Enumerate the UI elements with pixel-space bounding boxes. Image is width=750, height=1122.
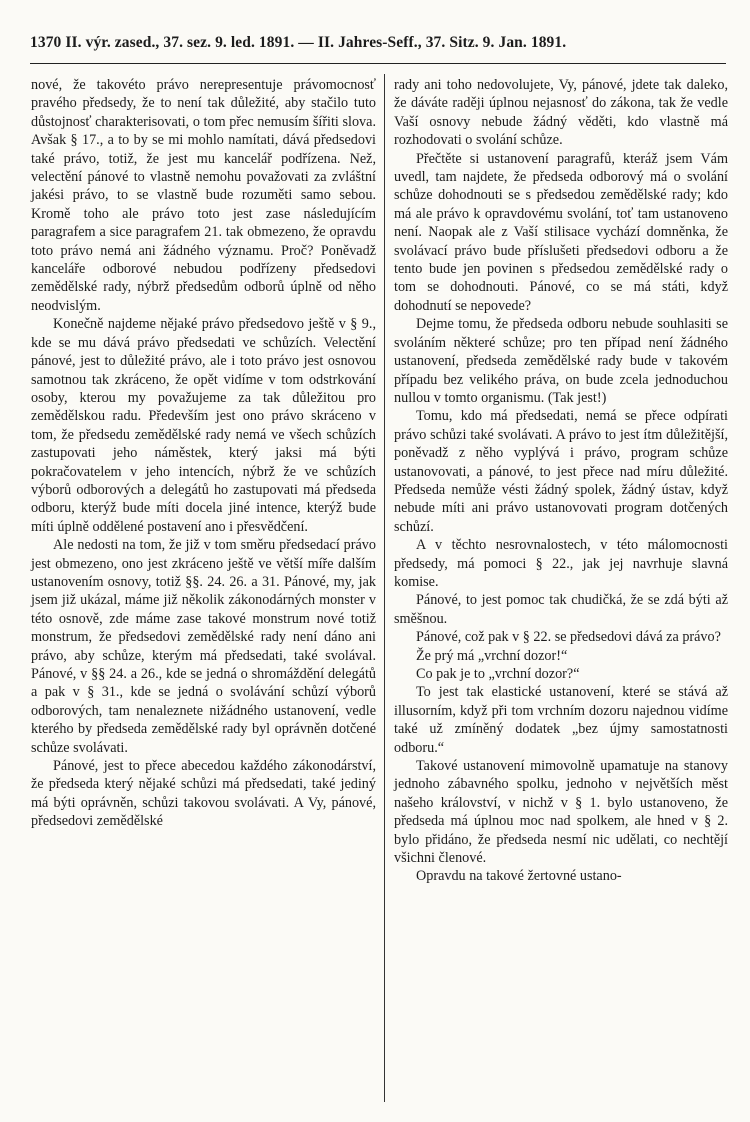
left-paragraph-2: Konečně najdeme nějaké právo předsedovo ještě v § 9., kde se mu dává právo předsedati ve schůzích. Velectění pánové, jest to důležité právo, ale i toto právo jest osnovou samotnou tak zkráceno, že opět vidíme v tom odstrkování osoby, kterou my považujeme za tak důležitou pro zemědělskou radu. Především jest ono právo skráceno v tom, že předsedu zemědělské rady nemá ve všech schůzích zastupovati jeho náměstek, který jaksi má býti pokračovatelem v jeho intencích, nýbrž že ve schůzích výborů odborových a delegátů ho zastupovati má předseda odboru, kterýž bude míti docela jiné intence, kterýž bude míti úplně oddělené postavení ano i přesvědčení. — [31, 316, 376, 535]
right-paragraph-12: Opravdu na takové žertovné ustano- — [416, 868, 622, 885]
header-rule — [30, 63, 726, 64]
right-paragraph-3: Dejme tomu, že předseda odboru nebude souhlasiti se svoláním některé schůze; pro ten případ není žádného ustanovení, předseda zemědělské rady bude v takovém případu bez velikého práva, on bude zcela jednoduchou nullou v tomto organismu. (Tak jest!) — [394, 316, 728, 406]
left-paragraph-4: Pánové, jest to přece abecedou každého zákonodárství, že předseda který nějaké schůzi má předsedati, také jediný má býti oprávněn, schůzi takovou svolávati. A Vy, pánové, předsedovi zemědělské — [31, 758, 376, 830]
right-paragraph-4: Tomu, kdo má předsedati, nemá se přece odpírati právo schůzi také svolávati. A právo to jest ítm důležitější, poněvadž z něho vyplývá i právo, program schůze ustanovovati, a pánové, to jest přece nad míru důležité. Předseda nemůže vésti žádný spolek, žádný ústav, když nebude míti ani právo ustanovovati program dotčených schůzí. — [394, 408, 728, 535]
right-paragraph-10: To jest tak elastické ustanovení, které se stává až illusorním, když při tom vrchním dozoru najednou vidíme také už zmíněný dodatek „bez újmy samostatnosti odboru.“ — [394, 684, 728, 756]
right-paragraph-9: Co pak je to „vrchní dozor?“ — [416, 666, 580, 682]
page-header: 1370 II. výr. zased., 37. sez. 9. led. 1891. — II. Jahres-Seff., 37. Sitz. 9. Jan. 1891. — [30, 34, 567, 51]
right-paragraph-6: Pánové, to jest pomoc tak chudičká, že se zdá býti až směšnou. — [394, 592, 728, 627]
right-paragraph-1: rady ani toho nedovolujete, Vy, pánové, jdete tak daleko, že dáváte raději úplnou nejasnosť do zákona, tak že vedle Vaší osnovy nebude žádný věděti, kdo vlastně má rozhodovati o svolání schůze. — [394, 77, 728, 149]
right-paragraph-11: Takové ustanovení mimovolně upamatuje na stanovy jednoho zábavného spolku, jednoho v největších měst našeho království, v nichž v § 1. bylo ustanoveno, že předseda má úplnou moc nad spolkem, ale hned v § 2. bylo přidáno, že předseda nesmí nic udělati, co nechtějí všichni členové. — [394, 758, 728, 867]
left-paragraph-1: nové, že takovéto právo nerepresentuje právomocnosť pravého předsedy, že to není tak důležité, aby stačilo tuto důstojnosť charakterisovati, o tom přec nemusím šířiti slova. Avšak § 17., a to by se mi mohlo namítati, dává předsedovi také právo, totiž, že jest mu kancelář podřízena. Než, velectění pánové to vlastně nemohu považovati za zvláštní jakési právo, to se vlastně bude rozuměti samo sebou. Kromě toho ale právo toto jest zase následujícím paragrafem a sice paragrafem 21. tak obmezeno, že opravdu toto právo nemá ani žádného významu. Proč? Poněvadž kanceláře odborové nebudou podřízeny předsedovi zemědělské rady, nýbrž předsedům odborů úplně od něho neodvislým. — [31, 77, 376, 314]
right-paragraph-7: Pánové, což pak v § 22. se předsedovi dává za právo? — [416, 629, 721, 646]
column-divider — [384, 74, 385, 1102]
left-column — [31, 76, 376, 831]
right-paragraph-2: Přečtěte si ustanovení paragrafů, kteráž jsem Vám uvedl, tam najdete, že předseda odborový má o svolání schůze dohodnouti se s předsedou zemědělské rady; kdo má ale právo k opravdovému svolání, toť tam ustanoveno není. Naopak ale z Vaší stilisace vychází domněnka, že svolávací právo bude příslušeti předsedovi odboru a že tento bude jen povinen s předsedou zemědělské rady o tom se dohodnouti. Pánové, co se má státi, když dohodnutí se nepovede? — [394, 150, 728, 314]
right-paragraph-5: A v těchto nesrovnalostech, v této málomocnosti předsedy, má pomoci § 22., jak jej navrhuje slavná komise. — [394, 537, 728, 590]
left-paragraph-3: Ale nedosti na tom, že již v tom směru předsedací právo jest obmezeno, ono jest zkráceno ještě ve větší míře dalším ustanovením osnovy, totiž §§. 24. 26. a 31. Pánové, my, jak jsem již ukázal, máme již několik zákonodárných monster v této osnově, zde máme zase takové monstrum nové totiž monstrum, že předsedovi zemědělské rady není dáno ani právo, aby schůze, kterým má předsedati, také svolával. Pánové, v §§ 24. a 26., kde se jedná o shromáždění delegátů a pak v § 31., kde se jedná o svolávání schůzí výborů odborových, tam nenaleznete nižádného ustanovení, vedle kterého by předseda zemědělské rady byl oprávněn dotčené schůze svolávati. — [31, 537, 376, 756]
right-paragraph-8: Že prý má „vrchní dozor!“ — [416, 647, 568, 664]
right-column — [394, 76, 728, 886]
